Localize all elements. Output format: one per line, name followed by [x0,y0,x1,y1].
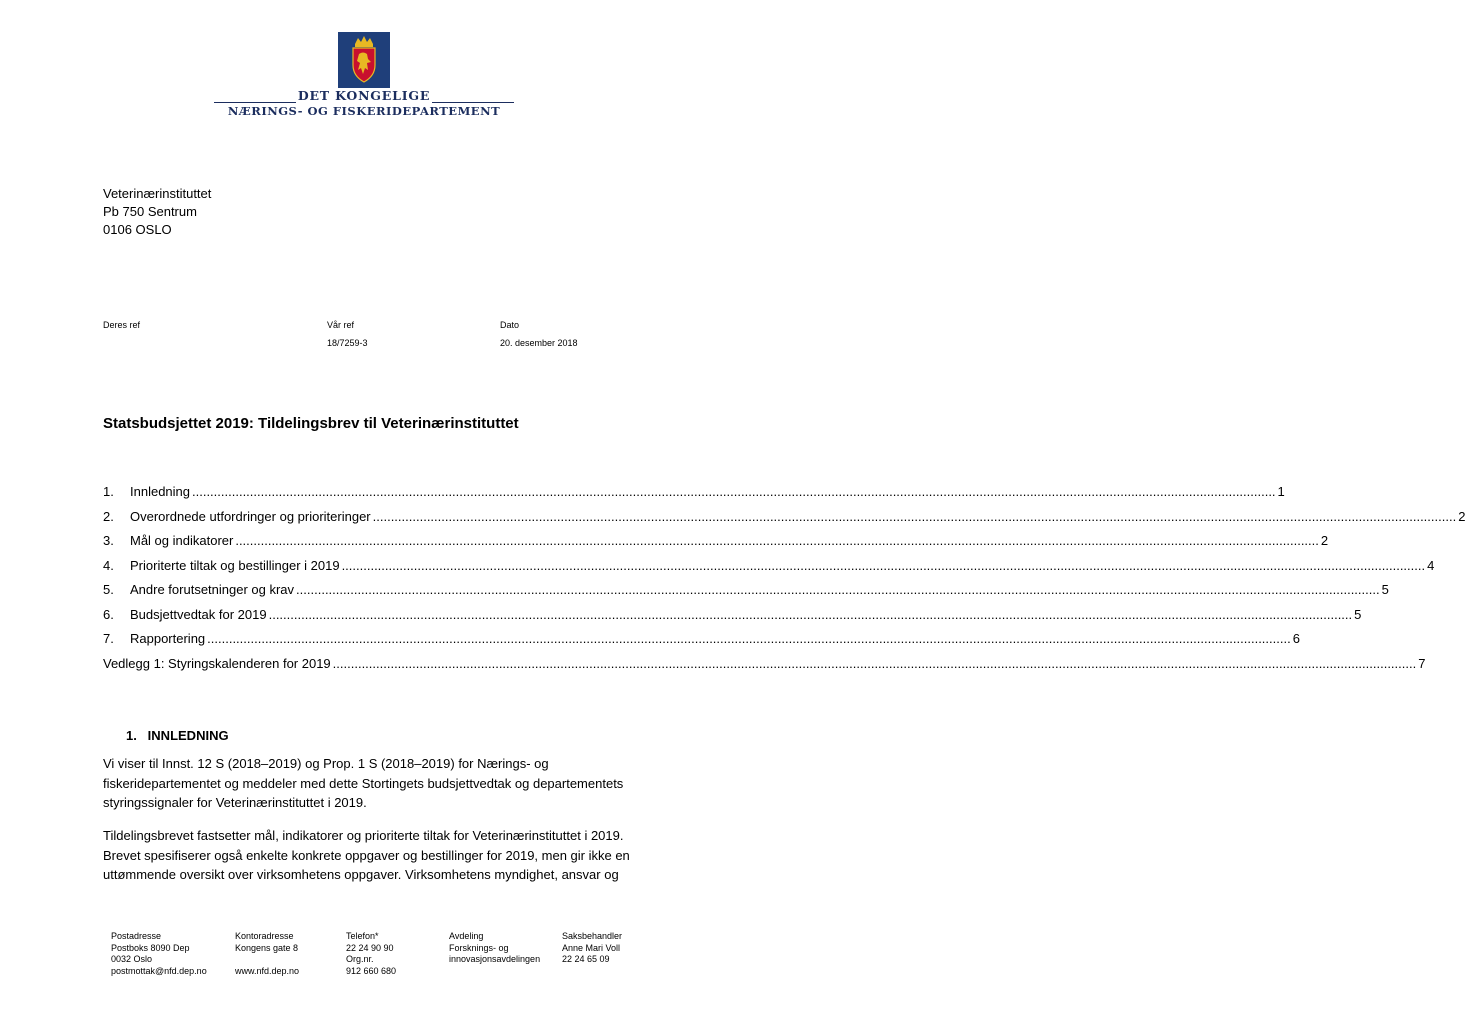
dato-label: Dato [500,320,520,330]
toc-page: 5 [1381,582,1389,597]
var-ref-value: 18/7259-3 [327,338,368,348]
footer-text: Anne Mari Voll [562,942,621,953]
toc-entry-appendix[interactable] [103,655,1426,681]
footer-text: 0032 Oslo [111,954,153,964]
ministry-name-line1: DET KONGELIGE [297,88,431,103]
toc-label: Mål og indikatorer [130,533,234,548]
toc-leader: ............................................................................................................................................................................................................................................................................................................ [332,655,1417,671]
toc-entry[interactable] [103,533,1329,558]
ministry-name-line2: NÆRINGS- OG FISKERIDEPARTEMENT [227,104,501,118]
toc-label: Overordnede utfordringer og prioriteringer [130,508,371,524]
toc-number: 7. [103,631,114,646]
dato-value: 20. desember 2018 [500,338,578,348]
footer-website[interactable]: www.nfd.dep.no [235,965,300,976]
footer-text: Kontoradresse [235,931,294,941]
toc-number: 4. [103,557,114,573]
footer-text: Saksbehandler [562,931,623,941]
toc-entry[interactable] [103,508,1465,534]
footer-office-address [235,931,299,977]
coat-of-arms-icon [338,32,390,88]
toc-number: 1. [103,484,114,499]
var-ref-label: Vår ref [327,320,355,330]
footer-text: Postboks 8090 Dep [111,942,190,953]
toc-leader: ............................................................................................................................................................................................................................................................................................................ [268,606,1353,622]
footer-case-officer [562,931,622,966]
toc-label: Vedlegg 1: Styringskalenderen for 2019 [103,655,331,671]
toc-leader: ............................................................................................................................................................................................................................................................................................................ [235,533,1319,548]
recipient-city: 0106 OSLO [103,222,172,237]
toc-leader: ............................................................................................................................................................................................................................................................................................................ [341,557,1426,573]
toc-entry[interactable] [103,631,1300,656]
body-paragraph: Tildelingsbrevet fastsetter mål, indikatorer og prioriterte tiltak for Veterinærinstituttet i 2019. Brevet spesifiserer også enkelte konkrete oppgaver og bestillinger for 2019, men gir ikke en uttømmende oversikt over virksomhetens oppgaver. Virksomhetens myndighet, ansvar og [103,828,630,882]
footer-postal-address [111,931,207,977]
toc-label: Budsjettvedtak for 2019 [130,606,267,622]
recipient-name: Veterinærinstituttet [103,186,212,201]
section-heading: 1. INNLEDNING [126,728,229,743]
footer-text: Org.nr. [346,954,374,964]
toc-page: 2 [1320,533,1329,548]
footer-phone [346,931,396,977]
footer-department [449,931,540,966]
recipient-address [103,185,211,239]
toc-page: 4 [1427,557,1435,573]
footer-text: 22 24 90 90 [346,942,394,953]
footer-text: Postadresse [111,931,162,941]
footer-text: Kongens gate 8 [235,942,299,953]
toc-number: 6. [103,606,114,622]
toc-page: 7 [1418,655,1426,671]
toc-label: Andre forutsetninger og krav [130,582,295,597]
footer-text: innovasjonsavdelingen [449,954,541,964]
toc-number: 2. [103,508,114,524]
footer-text: Telefon* [346,931,379,941]
toc-leader: ............................................................................................................................................................................................................................................................................................................ [207,631,1291,646]
toc-number: 5. [103,582,114,597]
toc-entry[interactable] [103,557,1435,583]
recipient-street: Pb 750 Sentrum [103,204,197,219]
toc-entry[interactable] [103,606,1362,632]
toc-number: 3. [103,533,114,548]
toc-leader: ............................................................................................................................................................................................................................................................................................................ [192,484,1276,499]
toc-label: Innledning [130,484,190,499]
body-paragraph: Vi viser til Innst. 12 S (2018–2019) og Prop. 1 S (2018–2019) for Nærings- og fiskeridepartementet og meddeler med dette Stortingets budsjettvedtak og departementets styringssignaler for Veterinærinstituttet i 2019. [103,756,624,810]
letterhead [214,32,514,122]
footer-text: 912 660 680 [346,965,397,976]
toc-entry[interactable] [103,484,1285,509]
toc-page: 6 [1292,631,1300,646]
table-of-contents [103,484,1465,680]
toc-page: 1 [1277,484,1285,499]
footer-text: 22 24 65 09 [562,954,610,964]
letter-title: Statsbudsjettet 2019: Tildelingsbrev til Veterinærinstituttet [103,415,519,432]
footer-text: Avdeling [449,931,484,941]
footer-text [235,954,299,966]
toc-entry[interactable] [103,582,1389,607]
footer-text: Forsknings- og [449,942,509,953]
deres-ref-label: Deres ref [103,320,141,330]
toc-leader: ............................................................................................................................................................................................................................................................................................................ [372,508,1457,524]
toc-page: 5 [1354,606,1362,622]
toc-page: 2 [1458,508,1465,524]
footer-email[interactable]: postmottak@nfd.dep.no [111,965,207,976]
toc-label: Rapportering [130,631,206,646]
toc-leader: ............................................................................................................................................................................................................................................................................................................ [296,582,1380,597]
coat-of-arms-svg [338,32,390,88]
toc-label: Prioriterte tiltak og bestillinger i 2019 [130,557,340,573]
